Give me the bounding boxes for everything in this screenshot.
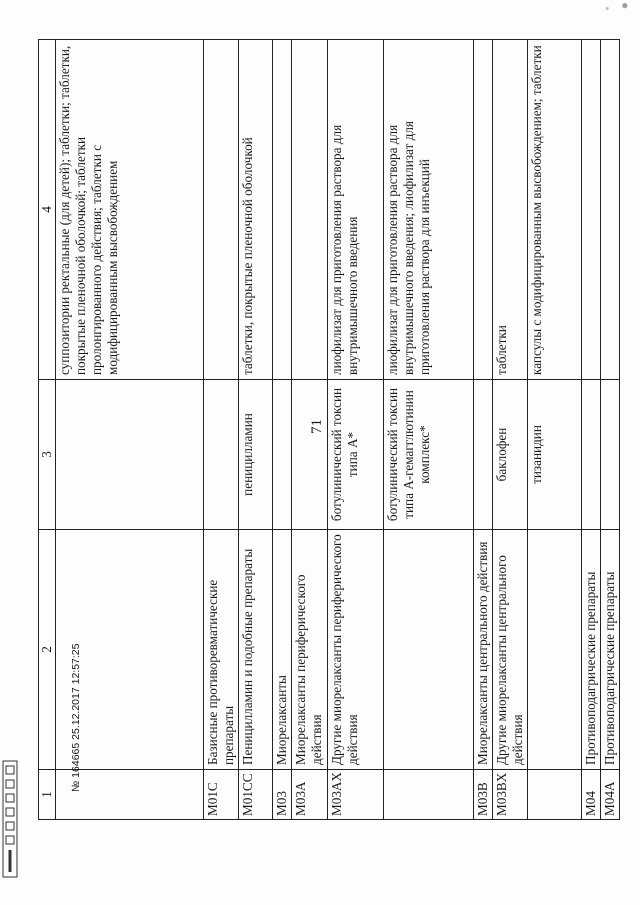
row-name: Миорелаксанты: [273, 530, 292, 770]
row-code: M03AX: [327, 770, 383, 820]
row-form: [600, 40, 619, 380]
row-name: Базисные противоревматические препараты: [204, 530, 239, 770]
row-substance: [56, 380, 204, 530]
table-row: [383, 40, 473, 820]
row-form: лиофилизат для приготовления раствора для внутримышечного введения: [327, 40, 383, 380]
row-form: лиофилизат для приготовления раствора для внутримышечного введения; лиофилизат для приготовления раствора для инъекций: [383, 40, 473, 380]
table-container: [38, 40, 617, 820]
table-row: [473, 40, 492, 820]
stamp-logo: [2, 760, 18, 878]
row-name: Миорелаксанты центрального действия: [473, 530, 492, 770]
header-col-3: 3: [39, 380, 56, 530]
row-form: таблетки, покрытые пленочной оболочкой: [239, 40, 273, 380]
rotated-table-frame: [38, 40, 617, 820]
row-name: Другие миорелаксанты периферического действия: [327, 530, 383, 770]
row-substance: [273, 380, 292, 530]
table-row: [492, 40, 527, 820]
row-form: [204, 40, 239, 380]
row-name: Пеницилламин и подобные препараты: [239, 530, 273, 770]
header-col-4: 4: [39, 40, 56, 380]
row-form: [581, 40, 600, 380]
table-row: [327, 40, 383, 820]
row-substance: [473, 380, 492, 530]
row-name: Противоподагрические препараты: [600, 530, 619, 770]
row-form: [292, 40, 327, 380]
table-header-row: [39, 40, 56, 820]
row-substance: [292, 380, 327, 530]
row-substance: [600, 380, 619, 530]
header-col-2: 2: [39, 530, 56, 770]
table-row: [292, 40, 327, 820]
row-substance: [204, 380, 239, 530]
row-form: [273, 40, 292, 380]
row-code: M03BX: [492, 770, 527, 820]
row-code: M03B: [473, 770, 492, 820]
row-code: M01CC: [239, 770, 273, 820]
row-code: M01C: [204, 770, 239, 820]
table-row: [204, 40, 239, 820]
row-code: M04: [581, 770, 600, 820]
scan-artifact: [594, 0, 638, 14]
row-code: [527, 770, 581, 820]
row-name: [383, 530, 473, 770]
row-substance: ботулинический токсин типа А*: [327, 380, 383, 530]
table-row: [581, 40, 600, 820]
row-form: [473, 40, 492, 380]
row-name: Противоподагрические препараты: [581, 530, 600, 770]
row-code: M03: [273, 770, 292, 820]
row-code: M04A: [600, 770, 619, 820]
row-substance: баклофен: [492, 380, 527, 530]
row-form: суппозитории ректальные (для детей); таблетки; таблетки, покрытые пленочной оболочкой; таблетки пролонгированного действия; таблетки с модифицированным высвобождением: [56, 40, 204, 380]
table-row: [527, 40, 581, 820]
header-col-1: 1: [39, 770, 56, 820]
row-form: капсулы с модифицированным высвобождением; таблетки: [527, 40, 581, 380]
table-row: [600, 40, 619, 820]
row-name: [527, 530, 581, 770]
row-form: таблетки: [492, 40, 527, 380]
footer-registration: № 164665 25.12.2017 12:57:25: [70, 643, 82, 792]
row-code: M03A: [292, 770, 327, 820]
page-number: 71: [309, 419, 325, 434]
row-substance: пеницилламин: [239, 380, 273, 530]
row-name: Другие миорелаксанты центрального действия: [492, 530, 527, 770]
table-row: [273, 40, 292, 820]
table-row: [239, 40, 273, 820]
row-substance: [581, 380, 600, 530]
row-code: [383, 770, 473, 820]
row-name: Миорелаксанты периферического действия: [292, 530, 327, 770]
row-substance: ботулинический токсин типа А-гемагглютинин комплекс*: [383, 380, 473, 530]
drug-table: [38, 39, 620, 820]
row-substance: тизанидин: [527, 380, 581, 530]
